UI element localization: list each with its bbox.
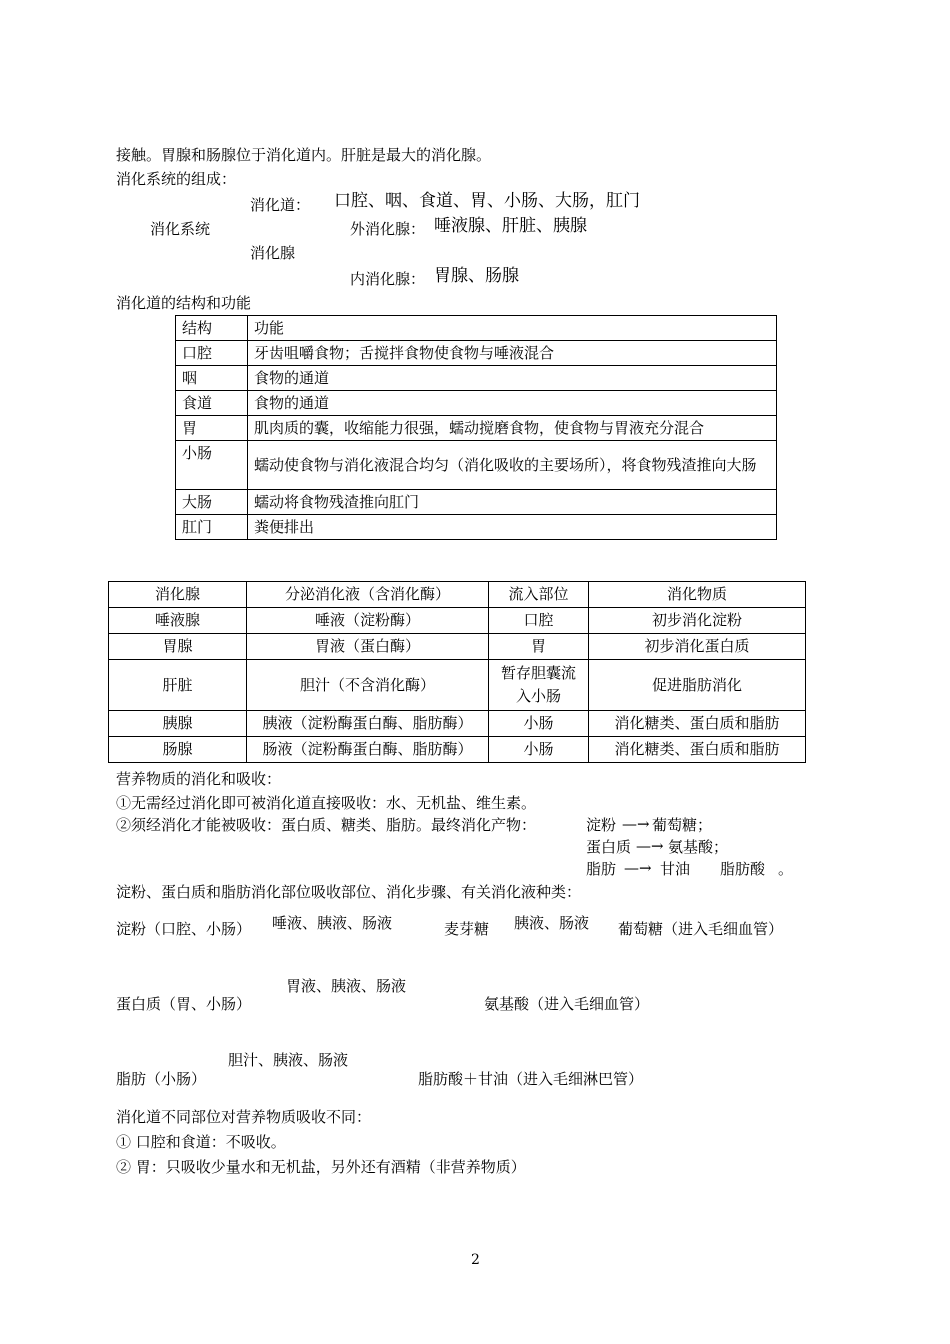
absorption-line-2: ② 胃：只吸收少量水和无机盐，另外还有酒精（非营养物质） (116, 1158, 526, 1176)
cell-digests: 促进脂肪消化 (589, 660, 806, 711)
table-row (176, 441, 777, 490)
cell-structure: 口腔 (176, 341, 248, 366)
absorption-line-1: ① 口腔和食道：不吸收。 (116, 1133, 286, 1151)
cell-structure: 大肠 (176, 490, 248, 515)
header-structure: 结构 (176, 316, 248, 341)
cell-structure: 小肠 (176, 441, 248, 490)
cell-juice: 胰液（淀粉酶蛋白酶、脂肪酶） (247, 711, 489, 737)
cell-gland: 肝脏 (109, 660, 247, 711)
cell-gland: 胃腺 (109, 634, 247, 660)
cell-destination: 小肠 (489, 737, 589, 763)
cell-destination: 暂存胆囊流入小肠 (489, 660, 589, 711)
absorption-heading: 消化道不同部位对营养物质吸收不同： (116, 1108, 372, 1126)
starch-juice-1: 唾液、胰液、肠液 (272, 914, 393, 932)
table-row (109, 737, 806, 763)
cell-gland: 胰腺 (109, 711, 247, 737)
product-starch-from: 淀粉 (586, 816, 617, 834)
arrow-icon: —→ (636, 837, 664, 855)
cell-gland: 唾液腺 (109, 608, 247, 634)
product-fat-extra: 脂肪酸 (720, 860, 766, 878)
inner-gland-items: 胃腺、肠腺 (434, 266, 519, 286)
cell-juice: 胆汁（不含消化酶） (247, 660, 489, 711)
product-protein-to: 氨基酸； (668, 838, 729, 856)
cell-function: 粪便排出 (248, 515, 777, 540)
inner-gland-label: 内消化腺： (350, 270, 426, 288)
outer-gland-items: 唾液腺、肝脏、胰腺 (434, 216, 587, 236)
product-fat-end: 。 (778, 860, 794, 878)
nutrients-line-2: ②须经消化才能被吸收：蛋白质、糖类、脂肪。最终消化产物： (116, 816, 537, 834)
nutrients-heading: 营养物质的消化和吸收： (116, 770, 282, 788)
process-heading: 淀粉、蛋白质和脂肪消化部位吸收部位、消化步骤、有关消化液种类： (116, 883, 582, 901)
cell-destination: 口腔 (489, 608, 589, 634)
table-row (176, 316, 777, 341)
page-number: 2 (471, 1252, 480, 1268)
starch-juice-2: 胰液、肠液 (514, 914, 590, 932)
structure-table (175, 315, 777, 540)
cell-function: 食物的通道 (248, 391, 777, 416)
cell-destination: 胃 (489, 634, 589, 660)
cell-structure: 肛门 (176, 515, 248, 540)
header-gland: 消化腺 (109, 582, 247, 608)
table-row (176, 515, 777, 540)
fat-result: 脂肪酸＋甘油（进入毛细淋巴管） (418, 1070, 644, 1088)
cell-digests: 初步消化蛋白质 (589, 634, 806, 660)
amino-label: 氨基酸（进入毛细血管） (484, 995, 650, 1013)
protein-juice: 胃液、胰液、肠液 (286, 977, 407, 995)
outer-gland-label: 外消化腺： (350, 220, 426, 238)
table-row (176, 366, 777, 391)
intro-line: 接触。胃腺和肠腺位于消化道内。肝脏是最大的消化腺。 (116, 146, 492, 164)
table-row (109, 634, 806, 660)
table-row (176, 391, 777, 416)
cell-digests: 初步消化淀粉 (589, 608, 806, 634)
table-row (109, 711, 806, 737)
nutrients-line-1: ①无需经过消化即可被消化道直接吸收：水、无机盐、维生素。 (116, 794, 537, 812)
cell-structure: 胃 (176, 416, 248, 441)
product-protein-from: 蛋白质 (586, 838, 632, 856)
header-destination: 流入部位 (489, 582, 589, 608)
table-row (109, 660, 806, 711)
cell-function: 食物的通道 (248, 366, 777, 391)
fat-juice: 胆汁、胰液、肠液 (228, 1051, 349, 1069)
fat-label: 脂肪（小肠） (116, 1070, 207, 1088)
cell-digests: 消化糖类、蛋白质和脂肪 (589, 711, 806, 737)
protein-label: 蛋白质（胃、小肠） (116, 995, 252, 1013)
cell-function: 肌肉质的囊，收缩能力很强，蠕动搅磨食物，使食物与胃液充分混合 (248, 416, 777, 441)
system-label: 消化系统 (150, 220, 211, 238)
product-fat-from: 脂肪 (586, 860, 617, 878)
table-row (176, 416, 777, 441)
cell-function: 牙齿咀嚼食物；舌搅拌食物使食物与唾液混合 (248, 341, 777, 366)
cell-digests: 消化糖类、蛋白质和脂肪 (589, 737, 806, 763)
tract-label: 消化道： (250, 196, 311, 214)
structure-heading: 消化道的结构和功能 (116, 294, 252, 312)
product-fat-to: 甘油 (660, 860, 691, 878)
starch-label: 淀粉（口腔、小肠） (116, 920, 252, 938)
cell-juice: 唾液（淀粉酶） (247, 608, 489, 634)
header-juice: 分泌消化液（含消化酶） (247, 582, 489, 608)
composition-heading: 消化系统的组成： (116, 170, 237, 188)
maltose-label: 麦芽糖 (444, 920, 490, 938)
table-row (109, 608, 806, 634)
gland-table (108, 581, 806, 763)
cell-structure: 食道 (176, 391, 248, 416)
cell-structure: 咽 (176, 366, 248, 391)
table-row (176, 490, 777, 515)
cell-juice: 胃液（蛋白酶） (247, 634, 489, 660)
gland-label: 消化腺 (250, 244, 296, 262)
glucose-label: 葡萄糖（进入毛细血管） (618, 920, 784, 938)
cell-function: 蠕动使食物与消化液混合均匀（消化吸收的主要场所），将食物残渣推向大肠 (248, 441, 777, 490)
cell-gland: 肠腺 (109, 737, 247, 763)
table-row (109, 582, 806, 608)
table-row (176, 341, 777, 366)
header-digests: 消化物质 (589, 582, 806, 608)
arrow-icon: —→ (622, 815, 650, 833)
cell-function: 蠕动将食物残渣推向肛门 (248, 490, 777, 515)
product-starch-to: 葡萄糖； (652, 816, 713, 834)
arrow-icon: —→ (624, 859, 652, 877)
cell-juice: 肠液（淀粉酶蛋白酶、脂肪酶） (247, 737, 489, 763)
header-function: 功能 (248, 316, 777, 341)
tract-items: 口腔、咽、食道、胃、小肠、大肠，肛门 (334, 191, 640, 211)
cell-destination: 小肠 (489, 711, 589, 737)
